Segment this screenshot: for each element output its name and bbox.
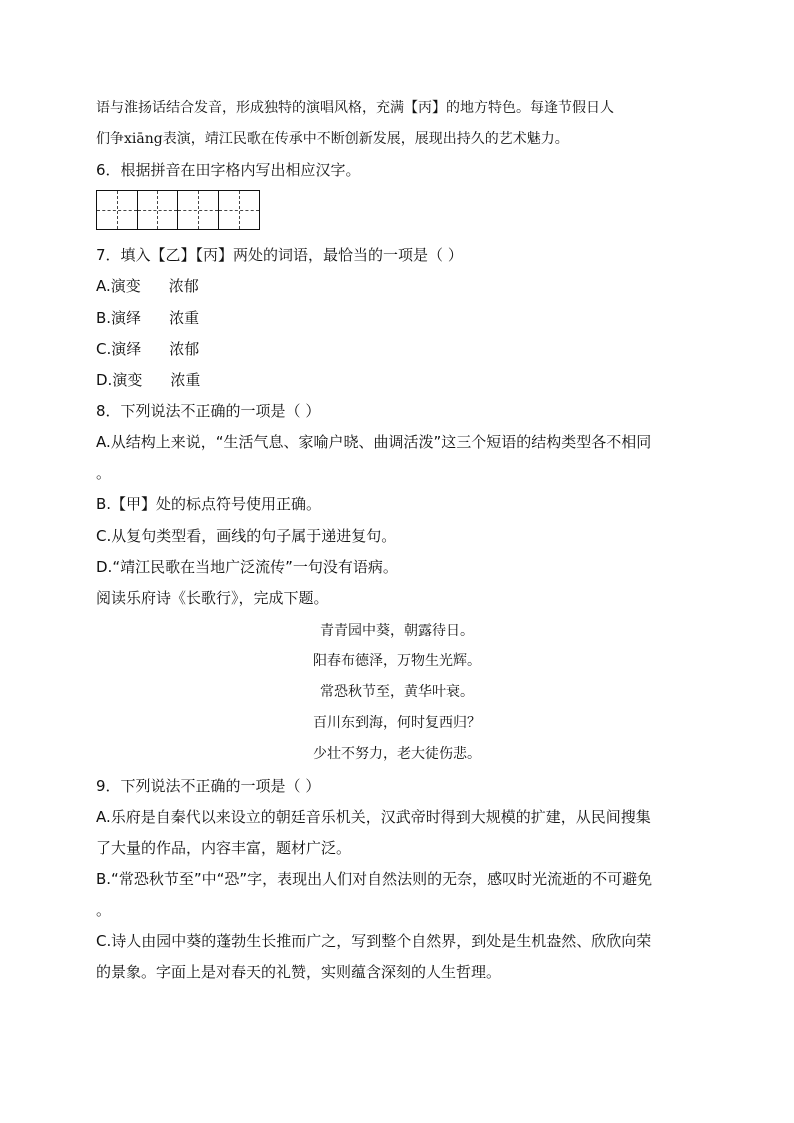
option-word: 浓郁 [168, 277, 199, 295]
tianzige-cell[interactable] [219, 191, 259, 229]
option-label: B.演绎 [96, 309, 142, 327]
tianzige-cell[interactable] [178, 191, 219, 229]
question-8-option-a-continuation: 。 [96, 464, 112, 482]
passage-line-2: 们争xiāng表演，靖江民歌在传承中不断创新发展，展现出持久的艺术魅力。 [96, 131, 569, 147]
poem-line: 青青园中葵，朝露待日。 [320, 623, 474, 639]
poem-line: 阳春布德泽，万物生光辉。 [313, 653, 481, 669]
question-9-option-a-continuation: 了大量的作品，内容丰富，题材广泛。 [96, 839, 352, 857]
option-label: C.演绎 [96, 340, 142, 358]
option-word: 浓郁 [169, 340, 200, 358]
option-word: 浓重 [169, 309, 200, 327]
tianzige-grid[interactable] [96, 190, 260, 230]
poem-line: 百川东到海，何时复西归？ [313, 715, 481, 731]
poem-intro: 阅读乐府诗《长歌行》，完成下题。 [96, 589, 329, 607]
question-9-option-b: B.“常恐秋节至”中“恐”字，表现出人们对自然法则的无奈，感叹时光流逝的不可避免 [96, 870, 653, 888]
question-9-option-b-continuation: 。 [96, 901, 112, 919]
question-7-option-c [96, 339, 199, 359]
question-7-stem: 7．填入【乙】【丙】两处的词语，最恰当的一项是（ ） [96, 246, 463, 264]
question-9-option-c-continuation: 的景象。字面上是对春天的礼赞，实则蕴含深刻的人生哲理。 [96, 963, 502, 981]
question-8-option-a: A.从结构上来说，“生活气息、家喻户晓、曲调活泼”这三个短语的结构类型各不相同 [96, 433, 652, 451]
poem-line: 少壮不努力，老大徒伤悲。 [313, 746, 481, 762]
option-label: A.演变 [96, 277, 141, 295]
question-9-option-a: A.乐府是自秦代以来设立的朝廷音乐机关，汉武帝时得到大规模的扩建，从民间搜集 [96, 808, 651, 826]
question-9-stem: 9．下列说法不正确的一项是（ ） [96, 777, 321, 795]
tianzige-cell[interactable] [97, 191, 138, 229]
option-label: D.演变 [96, 371, 143, 389]
question-8-option-d: D.“靖江民歌在当地广泛流传”一句没有语病。 [96, 558, 398, 576]
question-8-stem: 8．下列说法不正确的一项是（ ） [96, 402, 321, 420]
poem-line: 常恐秋节至，黄华叶衰。 [320, 684, 474, 700]
tianzige-cell[interactable] [138, 191, 179, 229]
question-8-option-b: B.【甲】处的标点符号使用正确。 [96, 495, 322, 513]
passage-line-1: 语与淮扬话结合发音，形成独特的演唱风格，充满【丙】的地方特色。每逢节假日人 [96, 100, 614, 116]
question-8-option-c: C.从复句类型看，画线的句子属于递进复句。 [96, 527, 397, 545]
question-6-stem: 6．根据拼音在田字格内写出相应汉字。 [96, 161, 361, 179]
option-word: 浓重 [170, 371, 201, 389]
question-7-option-b [96, 308, 199, 328]
question-7-option-a [96, 276, 199, 296]
question-7-option-d [96, 370, 200, 390]
question-9-option-c: C.诗人由园中葵的蓬勃生长推而广之，写到整个自然界，到处是生机盎然、欣欣向荣 [96, 932, 652, 950]
